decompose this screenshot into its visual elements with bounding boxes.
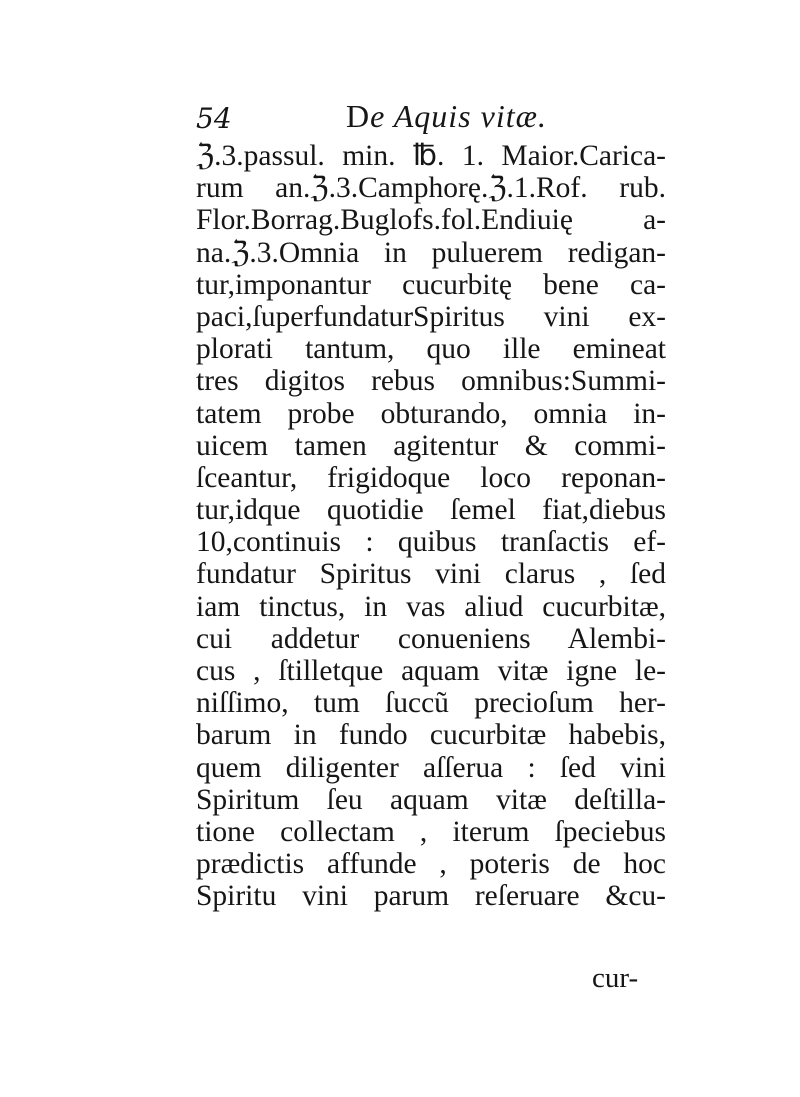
text-line: plorati tantum, quo ille emineat: [196, 333, 666, 366]
page-number: 54: [196, 102, 232, 135]
body-text: [196, 140, 666, 913]
text-line: quem diligenter aſſerua : ſed vini: [196, 751, 666, 784]
text-line: iam tinctus, in vas aliud cucurbitæ,: [196, 590, 666, 623]
text-line: tione collectam , iterum ſpeciebus: [196, 815, 666, 848]
text-line: rum an.ℨ.3.Camphorę.ℨ.1.Rof. rub.: [196, 172, 666, 205]
text-line: tres digitos rebus omnibus:Summi-: [196, 365, 666, 398]
text-line: prædictis affunde , poteris de hoc: [196, 848, 666, 881]
text-line: ℨ.3.passul. min. ℔. 1. Maior.Carica-: [196, 140, 666, 172]
text-line: tur,idque quotidie ſemel fiat,diebus: [196, 494, 666, 527]
text-line: tur,imponantur cucurbitę bene ca-: [196, 268, 666, 301]
text-line: na.ℨ.3.Omnia in puluerem redigan-: [196, 236, 666, 269]
text-line: Spiritu vini parum reſeruare &cu-: [196, 880, 666, 913]
text-line: ſceantur, frigidoque loco reponan-: [196, 461, 666, 494]
text-line: cus , ſtilletque aquam vitæ igne le-: [196, 655, 666, 687]
running-title-rest: e Aquis vitæ.: [370, 98, 547, 134]
text-line: 10,continuis : quibus tranſactis ef-: [196, 526, 666, 559]
page-header: [196, 98, 666, 142]
catchword: cur-: [592, 962, 639, 994]
text-line: tatem probe obturando, omnia in-: [196, 397, 666, 430]
running-title: [346, 98, 547, 135]
text-line: Flor.Borrag.Buglofs.fol.Endiuię a-: [196, 204, 666, 237]
text-line: cui addetur conueniens Alembi-: [196, 622, 666, 655]
text-line: Spiritum ſeu aquam vitæ deſtilla-: [196, 783, 666, 816]
text-line: uicem tamen agitentur & commi-: [196, 429, 666, 462]
text-line: niſſimo, tum ſuccũ precioſum her-: [196, 687, 666, 720]
text-line: barum in fundo cucurbitæ habebis,: [196, 719, 666, 752]
running-title-initial: D: [346, 98, 371, 134]
text-line: fundatur Spiritus vini clarus , ſed: [196, 558, 666, 591]
text-line: paci,ſuperfundaturSpiritus vini ex-: [196, 300, 666, 333]
